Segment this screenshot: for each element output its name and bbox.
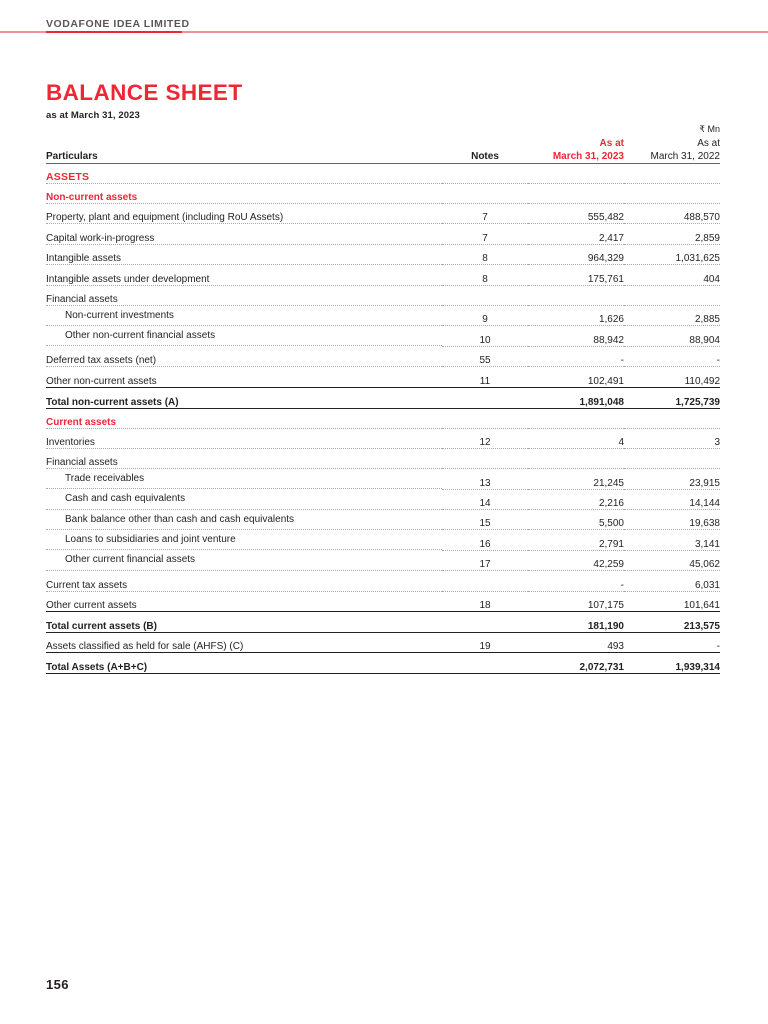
row-note-reference — [442, 285, 528, 305]
row-label — [46, 469, 442, 489]
column-header-current-period — [528, 138, 624, 164]
row-value-current-text: - — [620, 355, 624, 367]
table-row — [46, 265, 720, 285]
row-note-reference — [442, 489, 528, 509]
row-value-current-text — [528, 301, 624, 305]
row-value-current — [528, 510, 624, 530]
row-note-reference — [442, 387, 528, 408]
row-label-text: Total non-current assets (A) — [46, 396, 179, 408]
row-value-previous-text: 3,141 — [694, 538, 720, 550]
row-note-reference — [442, 612, 528, 633]
row-note-text — [442, 424, 528, 428]
row-label — [46, 571, 442, 591]
table-section-heading-row — [46, 184, 720, 204]
row-note-text: 7 — [482, 212, 488, 224]
row-value-current — [528, 612, 624, 633]
row-value-previous — [624, 550, 720, 570]
row-note-text: 7 — [482, 232, 488, 244]
row-value-current-text: 42,259 — [593, 559, 624, 571]
row-label-text: Other non-current assets — [46, 375, 157, 387]
row-label — [46, 346, 442, 366]
row-note-reference — [442, 591, 528, 611]
row-note-reference — [442, 204, 528, 224]
row-label-text: Trade receivables — [46, 469, 442, 489]
row-note-text: 13 — [479, 477, 491, 489]
row-value-current — [528, 285, 624, 305]
row-value-previous-text: 2,885 — [694, 314, 720, 326]
column-header-previous-line2: March 31, 2022 — [650, 150, 720, 162]
row-label-text: Financial assets — [46, 293, 118, 305]
row-note-text: 9 — [482, 314, 488, 326]
row-value-current — [528, 367, 624, 387]
row-value-current — [528, 448, 624, 468]
currency-unit-label: ₹ Mn — [699, 124, 720, 134]
row-label-text: Capital work-in-progress — [46, 232, 155, 244]
table-total-row — [46, 612, 720, 633]
row-note-text: 8 — [482, 273, 488, 285]
row-note-text — [442, 404, 528, 408]
table-header-row — [46, 138, 720, 164]
row-value-current — [528, 469, 624, 489]
table-row — [46, 510, 720, 530]
row-label — [46, 591, 442, 611]
row-value-previous-text — [624, 199, 720, 203]
table-row — [46, 305, 720, 325]
row-value-previous-text — [624, 424, 720, 428]
title-block — [46, 82, 242, 121]
row-label — [46, 326, 442, 346]
row-note-text — [442, 464, 528, 468]
row-value-previous-text: 19,638 — [689, 518, 720, 530]
row-value-current — [528, 489, 624, 509]
row-value-previous — [624, 265, 720, 285]
row-value-previous — [624, 346, 720, 366]
row-label-text: ASSETS — [46, 171, 90, 183]
row-value-current-text — [528, 424, 624, 428]
row-value-previous-text: 213,575 — [683, 621, 720, 633]
row-label — [46, 448, 442, 468]
row-value-previous — [624, 489, 720, 509]
row-label — [46, 633, 442, 653]
row-value-current — [528, 265, 624, 285]
balance-sheet-table — [46, 138, 720, 674]
row-value-current — [528, 164, 624, 184]
row-value-previous-text: 1,939,314 — [675, 662, 720, 674]
row-value-current — [528, 653, 624, 674]
table-row — [46, 204, 720, 224]
row-value-current-text: 2,216 — [598, 498, 624, 510]
row-note-reference — [442, 408, 528, 428]
row-label-text: Current assets — [46, 416, 117, 428]
row-value-current-text: 555,482 — [587, 212, 624, 224]
row-value-current-text: 2,791 — [598, 538, 624, 550]
row-label — [46, 428, 442, 448]
row-value-previous — [624, 633, 720, 653]
row-value-current-text: 107,175 — [587, 600, 624, 612]
row-note-text — [442, 301, 528, 305]
table-section-heading-row — [46, 164, 720, 184]
page-title: BALANCE SHEET — [46, 80, 243, 105]
row-value-current — [528, 305, 624, 325]
row-label-text: Total current assets (B) — [46, 621, 157, 633]
row-value-previous — [624, 326, 720, 346]
row-note-text: 15 — [479, 518, 491, 530]
row-value-current — [528, 530, 624, 550]
row-value-previous — [624, 387, 720, 408]
row-note-reference — [442, 530, 528, 550]
row-label-text: Cash and cash equivalents — [46, 489, 442, 509]
row-value-previous-text — [624, 301, 720, 305]
row-value-previous — [624, 285, 720, 305]
row-value-previous — [624, 224, 720, 244]
row-label — [46, 305, 442, 325]
row-value-previous-text: 45,062 — [689, 559, 720, 571]
row-note-reference — [442, 346, 528, 366]
row-label — [46, 510, 442, 530]
row-value-previous — [624, 571, 720, 591]
row-note-reference — [442, 633, 528, 653]
row-label-text: Other current financial assets — [46, 550, 442, 570]
row-value-previous — [624, 469, 720, 489]
row-note-reference — [442, 244, 528, 264]
column-header-particulars: Particulars — [46, 138, 442, 164]
row-note-reference — [442, 164, 528, 184]
table-row — [46, 244, 720, 264]
row-value-current — [528, 326, 624, 346]
row-label — [46, 612, 442, 633]
row-label — [46, 550, 442, 570]
row-value-current-text — [528, 199, 624, 203]
table-body — [46, 164, 720, 674]
row-value-current-text: 2,417 — [598, 232, 624, 244]
row-value-current — [528, 550, 624, 570]
row-note-text — [442, 587, 528, 591]
row-label-text: Deferred tax assets (net) — [46, 355, 157, 367]
row-note-reference — [442, 184, 528, 204]
table-row — [46, 469, 720, 489]
row-note-reference — [442, 224, 528, 244]
header-rule-accent — [46, 31, 182, 33]
column-header-current-line2: March 31, 2023 — [552, 150, 624, 162]
row-value-previous-text: 23,915 — [689, 477, 720, 489]
row-value-current — [528, 633, 624, 653]
row-value-current-text: 2,072,731 — [579, 662, 624, 674]
row-value-current — [528, 346, 624, 366]
table-total-row — [46, 387, 720, 408]
row-note-text: 55 — [479, 355, 491, 367]
row-value-previous — [624, 428, 720, 448]
row-label-text: Financial assets — [46, 457, 118, 469]
row-note-text: 14 — [479, 498, 491, 510]
balance-sheet-section — [46, 124, 720, 674]
column-header-current-line1: As at — [599, 138, 624, 149]
row-label — [46, 265, 442, 285]
row-value-previous — [624, 367, 720, 387]
row-note-text: 17 — [479, 559, 491, 571]
row-value-previous — [624, 244, 720, 264]
table-row — [46, 633, 720, 653]
row-label-text: Bank balance other than cash and cash equivalents — [46, 510, 442, 530]
row-note-reference — [442, 367, 528, 387]
row-value-previous-text: 404 — [703, 273, 720, 285]
row-value-previous — [624, 612, 720, 633]
row-value-current-text: 4 — [618, 436, 624, 448]
row-value-current — [528, 591, 624, 611]
row-note-reference — [442, 571, 528, 591]
row-label-text: Non-current assets — [46, 192, 138, 203]
row-value-previous-text: 3 — [714, 436, 720, 448]
row-value-previous — [624, 184, 720, 204]
table-row — [46, 428, 720, 448]
row-value-current — [528, 571, 624, 591]
row-note-text — [442, 628, 528, 632]
row-value-previous-text: 110,492 — [684, 375, 720, 387]
row-label-text: Loans to subsidiaries and joint venture — [46, 530, 442, 550]
row-label — [46, 204, 442, 224]
row-label-text: Current tax assets — [46, 579, 128, 591]
row-label — [46, 653, 442, 674]
row-note-text: 10 — [479, 334, 491, 346]
row-label-text: Non-current investments — [46, 306, 442, 326]
table-row — [46, 326, 720, 346]
row-value-current — [528, 387, 624, 408]
table-row — [46, 550, 720, 570]
row-label — [46, 244, 442, 264]
table-row — [46, 346, 720, 366]
row-value-current — [528, 224, 624, 244]
row-note-text — [442, 669, 528, 673]
row-value-current — [528, 184, 624, 204]
row-note-reference — [442, 448, 528, 468]
table-row — [46, 224, 720, 244]
row-value-previous-text: 6,031 — [694, 579, 720, 591]
row-value-current-text: 1,891,048 — [579, 396, 624, 408]
row-value-previous-text: - — [716, 641, 720, 653]
row-note-reference — [442, 428, 528, 448]
row-label-text: Property, plant and equipment (including RoU Assets) — [46, 212, 284, 224]
row-value-previous-text: - — [716, 355, 720, 367]
row-note-reference — [442, 469, 528, 489]
row-note-text: 8 — [482, 253, 488, 265]
row-value-current-text — [528, 464, 624, 468]
row-note-reference — [442, 326, 528, 346]
row-value-previous-text — [624, 464, 720, 468]
row-note-text: 16 — [479, 538, 491, 550]
row-value-current-text: 21,245 — [593, 477, 624, 489]
table-row — [46, 285, 720, 305]
table-row — [46, 489, 720, 509]
column-header-notes: Notes — [442, 138, 528, 164]
row-value-current — [528, 428, 624, 448]
table-row — [46, 448, 720, 468]
row-value-current-text: 5,500 — [598, 518, 624, 530]
row-value-current-text: 102,491 — [587, 375, 624, 387]
row-value-previous — [624, 305, 720, 325]
row-note-reference — [442, 265, 528, 285]
row-note-reference — [442, 550, 528, 570]
table-grand-total-row — [46, 653, 720, 674]
table-header — [46, 138, 720, 164]
row-value-previous — [624, 448, 720, 468]
row-value-previous — [624, 591, 720, 611]
row-note-text: 19 — [479, 641, 491, 653]
page-running-header — [0, 0, 768, 32]
row-note-reference — [442, 510, 528, 530]
row-label — [46, 387, 442, 408]
row-value-previous-text: 1,725,739 — [675, 396, 720, 408]
row-label-text: Intangible assets — [46, 253, 122, 265]
row-note-text: 12 — [479, 436, 491, 448]
row-value-current-text: - — [620, 579, 624, 591]
row-value-current-text: 181,190 — [587, 621, 624, 633]
page-number: 156 — [46, 977, 69, 992]
row-value-current-text — [528, 179, 624, 183]
row-value-previous — [624, 204, 720, 224]
row-note-text — [442, 199, 528, 203]
row-label — [46, 530, 442, 550]
row-label-text: Other current assets — [46, 600, 137, 612]
row-label — [46, 285, 442, 305]
row-value-previous — [624, 530, 720, 550]
row-value-previous-text: 88,904 — [689, 334, 720, 346]
table-row — [46, 591, 720, 611]
row-value-previous-text — [624, 179, 720, 183]
row-value-previous — [624, 510, 720, 530]
row-note-reference — [442, 305, 528, 325]
row-value-current-text: 1,626 — [598, 314, 624, 326]
company-name: VODAFONE IDEA LIMITED — [46, 18, 190, 30]
row-value-previous — [624, 653, 720, 674]
row-value-previous-text: 1,031,625 — [675, 253, 720, 265]
row-value-current — [528, 408, 624, 428]
row-label-text: Intangible assets under development — [46, 273, 210, 285]
row-label — [46, 224, 442, 244]
row-label-text: Total Assets (A+B+C) — [46, 662, 148, 674]
row-value-previous-text: 14,144 — [689, 498, 720, 510]
column-header-previous-period — [624, 138, 720, 164]
row-label — [46, 408, 442, 428]
column-header-previous-line1: As at — [697, 138, 720, 149]
row-note-text — [442, 179, 528, 183]
row-value-current-text: 88,942 — [593, 334, 624, 346]
row-value-current-text: 964,329 — [587, 253, 624, 265]
row-value-previous — [624, 164, 720, 184]
row-label — [46, 367, 442, 387]
row-value-previous-text: 101,641 — [683, 600, 720, 612]
row-note-text: 18 — [479, 600, 491, 612]
row-value-current — [528, 204, 624, 224]
table-section-heading-row — [46, 408, 720, 428]
row-note-text: 11 — [479, 375, 491, 387]
row-label-text: Other non-current financial assets — [46, 326, 442, 346]
row-value-current-text: 493 — [607, 641, 624, 653]
row-label — [46, 489, 442, 509]
row-value-previous-text: 2,859 — [694, 232, 720, 244]
page-subtitle: as at March 31, 2023 — [46, 109, 140, 121]
table-row — [46, 571, 720, 591]
row-label — [46, 164, 442, 184]
row-note-reference — [442, 653, 528, 674]
row-value-current-text: 175,761 — [587, 273, 624, 285]
table-row — [46, 367, 720, 387]
row-value-previous-text: 488,570 — [683, 212, 720, 224]
row-value-previous — [624, 408, 720, 428]
table-row — [46, 530, 720, 550]
row-label — [46, 184, 442, 204]
row-label-text: Inventories — [46, 436, 95, 448]
row-label-text: Assets classified as held for sale (AHFS) (C) — [46, 641, 244, 653]
row-value-current — [528, 244, 624, 264]
